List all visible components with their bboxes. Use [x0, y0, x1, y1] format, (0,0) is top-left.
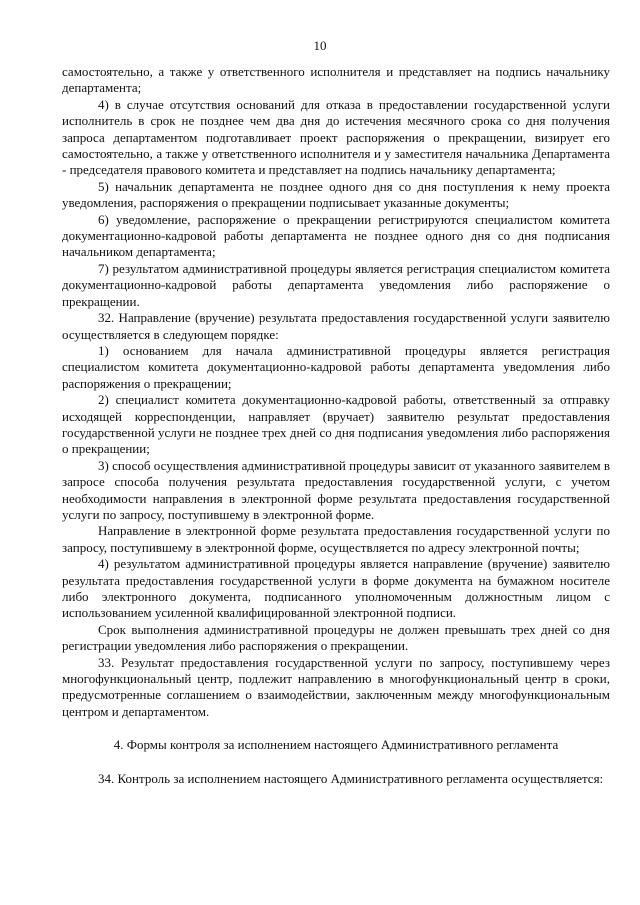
- paragraph-clause-32-item-1: 1) основанием для начала административной процедуры является регистрация специалистом комитета документационно-кадровой работы департамента уведомления либо распоряжения о прекращении;: [62, 342, 610, 391]
- paragraph-clause-32-item-4: 4) результатом административной процедуры является направление (вручение) заявителю результата предоставления государственной услуги в форме документа на бумажном носителе либо электронного документа, подписанного уполномоченным должностным лицом с использованием усиленной квалифицированной электронной подписи.: [62, 556, 610, 621]
- paragraph-item-5: 5) начальник департамента не позднее одного дня со дня поступления к нему проекта уведомления, распоряжения о прекращении подписывает указанные документы;: [62, 178, 610, 211]
- document-body: [62, 64, 610, 787]
- page-number: 10: [313, 38, 327, 53]
- paragraph-clause-34: 34. Контроль за исполнением настоящего Административного регламента осуществляется:: [98, 770, 604, 786]
- paragraph-item-7: 7) результатом административной процедуры является регистрация специалистом комитета документационно-кадровой работы департамента уведомления либо распоряжение о прекращении.: [62, 260, 610, 309]
- paragraph-item-4: 4) в случае отсутствия оснований для отказа в предоставлении государственной услуги исполнитель в срок не позднее чем два дня до истечения месячного срока со дня получения запроса департаментом подготавливает проект распоряжения о прекращении, визирует его самостоятельно, а также у ответственного исполнителя и у заместителя начальника Департамента - председателя правового комитета и представляет на подпись начальнику департамента;: [62, 96, 610, 178]
- paragraph-deadline: Срок выполнения административной процедуры не должен превышать трех дней со дня регистрации уведомления либо распоряжения о прекращении.: [62, 621, 610, 654]
- section-heading: 4. Формы контроля за исполнением настоящего Административного регламента: [113, 737, 559, 753]
- paragraph-clause-32: 32. Направление (вручение) результата предоставления государственной услуги заявителю осуществляется в следующем порядке:: [62, 310, 610, 342]
- paragraph-electronic-delivery: Направление в электронной форме результата предоставления государственной услуги по запросу, поступившему в электронной форме, осуществляется по адресу электронной почты;: [62, 523, 610, 555]
- paragraph-continuation: самостоятельно, а также у ответственного исполнителя и представляет на подпись начальнику департамента;: [62, 64, 610, 96]
- paragraph-clause-32-item-2: 2) специалист комитета документационно-кадровой работы, ответственный за отправку исходящей корреспонденции, направляет (вручает) заявителю результат предоставления государственной услуги не позднее трех дней со дня подписания уведомления либо распоряжения о прекращении;: [62, 392, 610, 457]
- paragraph-clause-32-item-3: 3) способ осуществления административной процедуры зависит от указанного заявителем в запросе способа получения результата предоставления государственной услуги, с учетом необходимости направления в электронной форме результата предоставления государственной услуги по запросу, поступившему в электронной форме.: [62, 457, 610, 522]
- paragraph-item-6: 6) уведомление, распоряжение о прекращении регистрируются специалистом комитета документационно-кадровой работы департамента не позднее одного дня со дня подписания начальником департамента;: [62, 211, 610, 260]
- paragraph-clause-33: 33. Результат предоставления государственной услуги по запросу, поступившему через многофункциональный центр, подлежит направлению в многофункциональный центр в сроки, предусмотренные соглашением о взаимодействии, заключенным между многофункциональным центром и департаментом.: [62, 654, 610, 719]
